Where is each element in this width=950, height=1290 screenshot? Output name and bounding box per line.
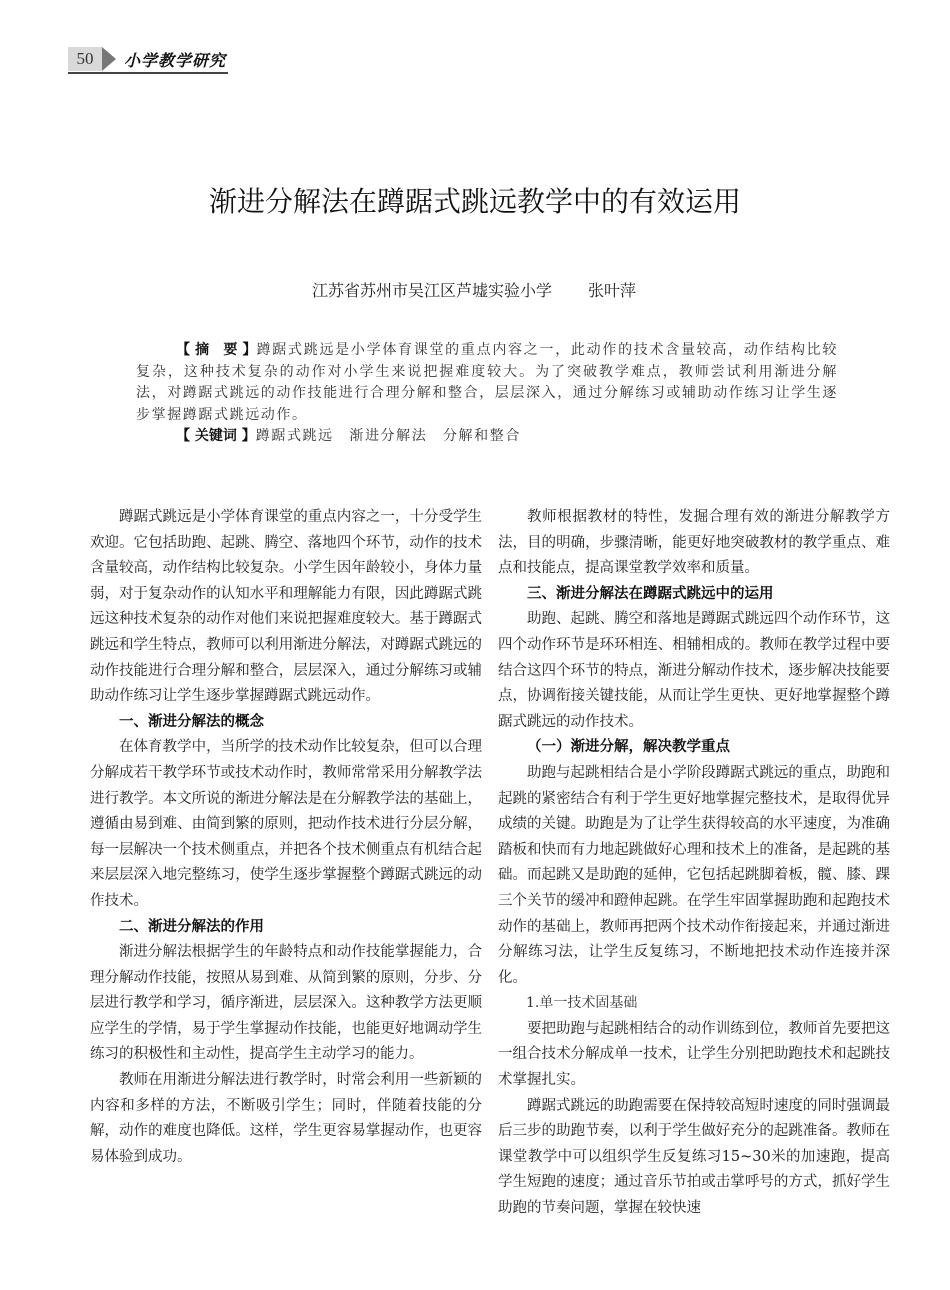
section-1-paragraph: 在体育教学中，当所学的技术动作比较复杂，但可以合理分解成若干教学环节或技术动作时，教师常常采用分解教学法进行教学。本文所说的渐进分解法是在分解教学法的基础上，遵循由易到难、由简到繁的原则，把动作技术进行分层分解，每一层解决一个技术侧重点，并把各个技术侧重点有机结合起来层层深入地完整练习，使学生逐步掌握整个蹲踞式跳远的动作技术。 — [90, 739, 482, 909]
section-1-heading: 一、渐进分解法的概念 — [119, 713, 264, 730]
section-2-paragraph-2: 教师在用渐进分解法进行教学时，时常会利用一些新颖的内容和多样的方法，不断吸引学生；同时，伴随着技能的分解，动作的难度也降低。这样，学生更容易掌握动作，也更容易体验到成功。 — [90, 1072, 482, 1165]
section-2-heading: 二、渐进分解法的作用 — [119, 918, 264, 935]
intro-paragraph: 蹲踞式跳远是小学体育课堂的重点内容之一，十分受学生欢迎。它包括助跑、起跳、腾空、落地四个环节，动作的技术含量较高，动作结构比较复杂。小学生因年龄较小，身体力量弱，对于复杂动作的认知水平和理解能力有限，因此蹲踞式跳远这种技术复杂的动作对他们来说把握难度较大。基于蹲踞式跳远和学生特点，教师可以利用渐进分解法，对蹲踞式跳远的动作技能进行合理分解和整合，层层深入，通过分解练习或辅助动作练习让学生逐步掌握蹲踞式跳远动作。 — [90, 509, 482, 705]
section-3-heading: 三、渐进分解法在蹲踞式跳远中的运用 — [527, 585, 774, 602]
keywords-line — [136, 426, 838, 448]
section-3-paragraph: 助跑、起跳、腾空和落地是蹲踞式跳远四个动作环节，这四个动作环节是环环相连、相辅相成的。教师在教学过程中要结合这四个环节的特点，渐进分解动作技术，逐步解决技能要点，协调衔接关键技能，从而让学生更快、更好地掌握整个蹲踞式跳远的动作技术。 — [498, 611, 890, 730]
abstract-label: 【 摘 要 】 — [176, 342, 257, 358]
right-column — [498, 505, 890, 1222]
subsubsection-1-paragraph-1: 要把助跑与起跳相结合的动作训练到位，教师首先要把这一组合技术分解成单一技术，让学生分别把助跑技术和起跳技术掌握扎实。 — [498, 1020, 890, 1089]
page-number: 50 — [68, 47, 102, 71]
subsubsection-1-heading: 1.单一技术固基础 — [526, 995, 638, 1012]
author-name: 张叶萍 — [588, 281, 637, 300]
abstract — [136, 340, 838, 448]
header-rule — [68, 72, 228, 74]
keywords-label: 【 关键词 】 — [176, 428, 256, 444]
author-line — [312, 278, 636, 301]
header-triangle-icon — [102, 47, 116, 71]
keywords-text: 蹲踞式跳远 渐进分解法 分解和整合 — [255, 428, 521, 444]
journal-name: 小学教学研究 — [124, 50, 227, 70]
left-column — [90, 505, 482, 1170]
subsection-1-paragraph: 助跑与起跳相结合是小学阶段蹲踞式跳远的重点，助跑和起跳的紧密结合有利于学生更好地掌握完整技术，是取得优异成绩的关键。助跑是为了让学生获得较高的水平速度，为准确踏板和快而有力地起跳做好心理和技术上的准备，是起跳的基础。而起跳又是助跑的延伸，它包括起跳脚着板，髋、膝、踝三个关节的缓冲和蹬伸起跳。在学生牢固掌握助跑和起跑技术动作的基础上，教师再把两个技术动作衔接起来，并通过渐进分解练习法，让学生反复练习，不断地把技术动作连接并深化。 — [498, 764, 890, 986]
subsection-1-heading: （一）渐进分解，解决教学重点 — [527, 739, 730, 756]
running-header — [68, 46, 226, 72]
section-2-paragraph-3: 教师根据教材的特性，发掘合理有效的渐进分解教学方法，目的明确，步骤清晰，能更好地突破教材的教学重点、难点和技能点，提高课堂教学效率和质量。 — [498, 509, 890, 577]
affiliation: 江苏省苏州市吴江区芦墟实验小学 — [312, 281, 553, 300]
article-title: 渐进分解法在蹲踞式跳远教学中的有效运用 — [208, 185, 741, 218]
abstract-text: 蹲踞式跳远是小学体育课堂的重点内容之一，此动作的技术含量较高，动作结构比较复杂，这种技术复杂的动作对小学生来说把握难度较大。为了突破教学难点，教师尝试利用渐进分解法，对蹲踞式跳远的动作技能进行合理分解和整合，层层深入，通过分解练习或辅助动作练习让学生逐步掌握蹲踞式跳远动作。 — [136, 342, 839, 423]
section-2-paragraph-1: 渐进分解法根据学生的年龄特点和动作技能掌握能力，合理分解动作技能，按照从易到难、从简到繁的原则，分步、分层进行教学和学习，循序渐进，层层深入。这种教学方法更顺应学生的学情，易于学生掌握动作技能，也能更好地调动学生练习的积极性和主动性，提高学生主动学习的能力。 — [90, 944, 482, 1063]
subsubsection-1-paragraph-2: 蹲踞式跳远的助跑需要在保持较高短时速度的同时强调最后三步的助跑节奏，以利于学生做好充分的起跳准备。教师在课堂教学中可以组织学生反复练习15~30米的加速跑，提高学生短跑的速度；通过音乐节拍或击掌呼号的方式，抓好学生助跑的节奏问题，掌握在较快速 — [498, 1097, 890, 1217]
abstract-paragraph — [136, 340, 838, 426]
